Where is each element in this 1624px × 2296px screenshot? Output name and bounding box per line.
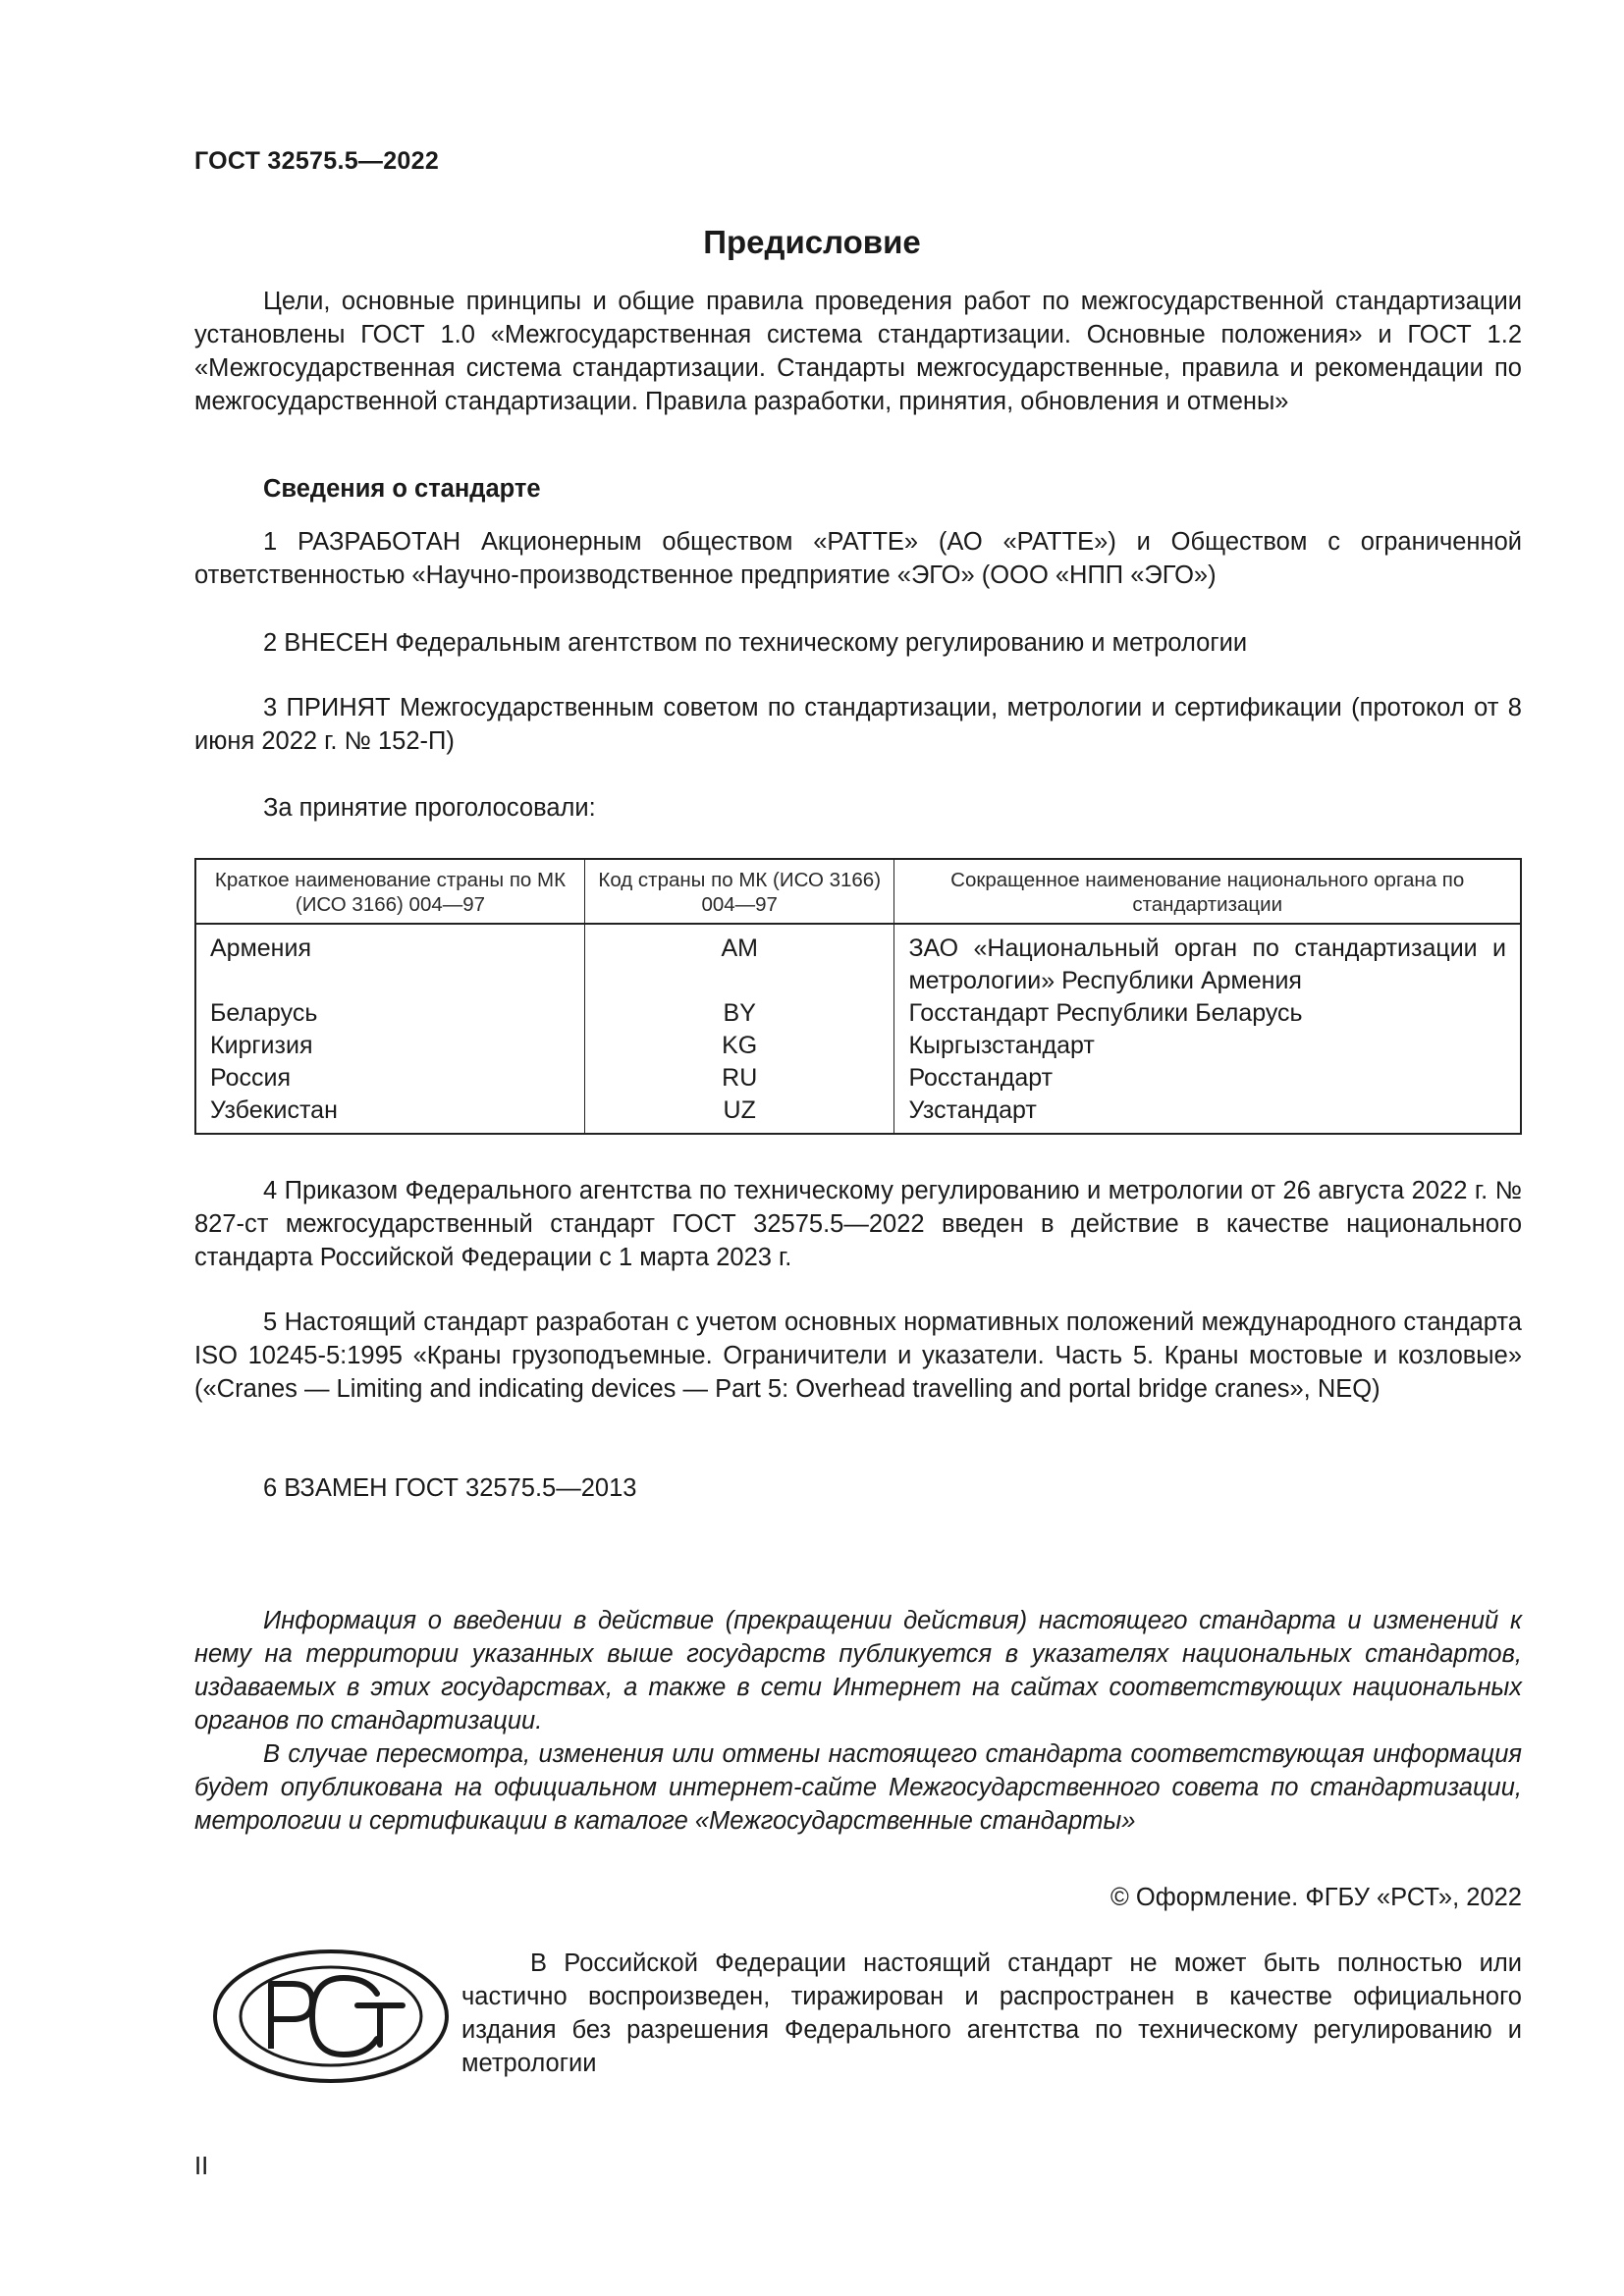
country-code: AM [584, 924, 893, 997]
country-code: KG [584, 1030, 893, 1062]
national-body: Узстандарт [894, 1095, 1521, 1134]
foreword-intro: Цели, основные принципы и общие правила проведения работ по межгосударственной стандартизации установлены ГОСТ 1.0 «Межгосударственная система стандартизации. Основные положения» и ГОСТ 1.2 «Межгосударственная система стандартизации. Стандарты межгосударственные, правила и рекомендации по межгосударственной стандартизации. Правила разработки, принятия, обновления и отмены» [194, 288, 1522, 415]
document-code: ГОСТ 32575.5—2022 [194, 147, 440, 175]
standard-info-heading: Сведения о стандарте [263, 475, 541, 503]
foreword-title: Предисловие [703, 224, 921, 260]
table-row [195, 1095, 1521, 1134]
table-header-row [195, 859, 1521, 924]
item-adopted: 3 ПРИНЯТ Межгосударственным советом по стандартизации, метрологии и сертификации (протокол от 8 июня 2022 г. № 152-П) [194, 694, 1522, 755]
national-body: Кыргызстандарт [894, 1030, 1521, 1062]
item-based-on: 5 Настоящий стандарт разработан с учетом основных нормативных положений международного стандарта ISO 10245-5:1995 «Краны грузоподъемные. Ограничители и указатели. Часть 5. Краны мостовые и козловые» («Cranes — Limiting and indicating devices — Part 5: Overhead travelling and portal bridge cranes», NEQ) [194, 1308, 1522, 1403]
item-replaces: 6 ВЗАМЕН ГОСТ 32575.5—2013 [263, 1474, 637, 1502]
header-national-body: Сокращенное наименование национального органа по стандартизации [894, 859, 1521, 924]
header-country-name: Краткое наименование страны по МК (ИСО 3166) 004—97 [195, 859, 584, 924]
country-name: Беларусь [195, 997, 584, 1030]
notice-enactment-info: Информация о введении в действие (прекращении действия) настоящего стандарта и изменений к нему на территории указанных выше государств публикуется в указателях национальных стандартов, издаваемых в этих государствах, а также в сети Интернет на сайтах соответствующих национальных органов по стандартизации. [194, 1607, 1522, 1735]
item-submitted: 2 ВНЕСЕН Федеральным агентством по техническому регулированию и метрологии [263, 629, 1248, 657]
country-name: Узбекистан [195, 1095, 584, 1134]
vote-table [194, 858, 1522, 1135]
reproduction-rights-notice: В Российской Федерации настоящий стандарт не может быть полностью или частично воспроизведен, тиражирован и распространен в качестве официального издания без разрешения Федерального агентства по техническому регулированию и метрологии [461, 1949, 1522, 2077]
national-body: Росстандарт [894, 1062, 1521, 1095]
table-row [195, 924, 1521, 997]
table-row [195, 997, 1521, 1030]
national-body: ЗАО «Национальный орган по стандартизации и метрологии» Республики Армения [894, 924, 1521, 997]
country-name: Россия [195, 1062, 584, 1095]
country-code: UZ [584, 1095, 893, 1134]
table-row [195, 1030, 1521, 1062]
page-number: II [194, 2153, 209, 2180]
item-enacted: 4 Приказом Федерального агентства по техническому регулированию и метрологии от 26 августа 2022 г. № 827-ст межгосударственный стандарт ГОСТ 32575.5—2022 введен в действие в качестве национального стандарта Российской Федерации с 1 марта 2023 г. [194, 1177, 1522, 1271]
copyright-line: © Оформление. ФГБУ «РСТ», 2022 [1110, 1884, 1522, 1911]
header-country-code: Код страны по МК (ИСО 3166) 004—97 [584, 859, 893, 924]
country-name: Армения [195, 924, 584, 997]
item-developed: 1 РАЗРАБОТАН Акционерным обществом «РАТТЕ» (АО «РАТТЕ») и Обществом с ограниченной ответственностью «Научно-производственное предприятие «ЭГО» (ООО «НПП «ЭГО») [194, 528, 1522, 589]
country-code: BY [584, 997, 893, 1030]
table-row [195, 1062, 1521, 1095]
notice-revision-info: В случае пересмотра, изменения или отмены настоящего стандарта соответствующая информация будет опубликована на официальном интернет-сайте Межгосударственного совета по стандартизации, метрологии и сертификации в каталоге «Межгосударственные стандарты» [194, 1740, 1522, 1835]
country-name: Киргизия [195, 1030, 584, 1062]
country-code: RU [584, 1062, 893, 1095]
rst-logo-icon [210, 1947, 452, 2086]
voted-label: За принятие проголосовали: [263, 794, 596, 822]
national-body: Госстандарт Республики Беларусь [894, 997, 1521, 1030]
